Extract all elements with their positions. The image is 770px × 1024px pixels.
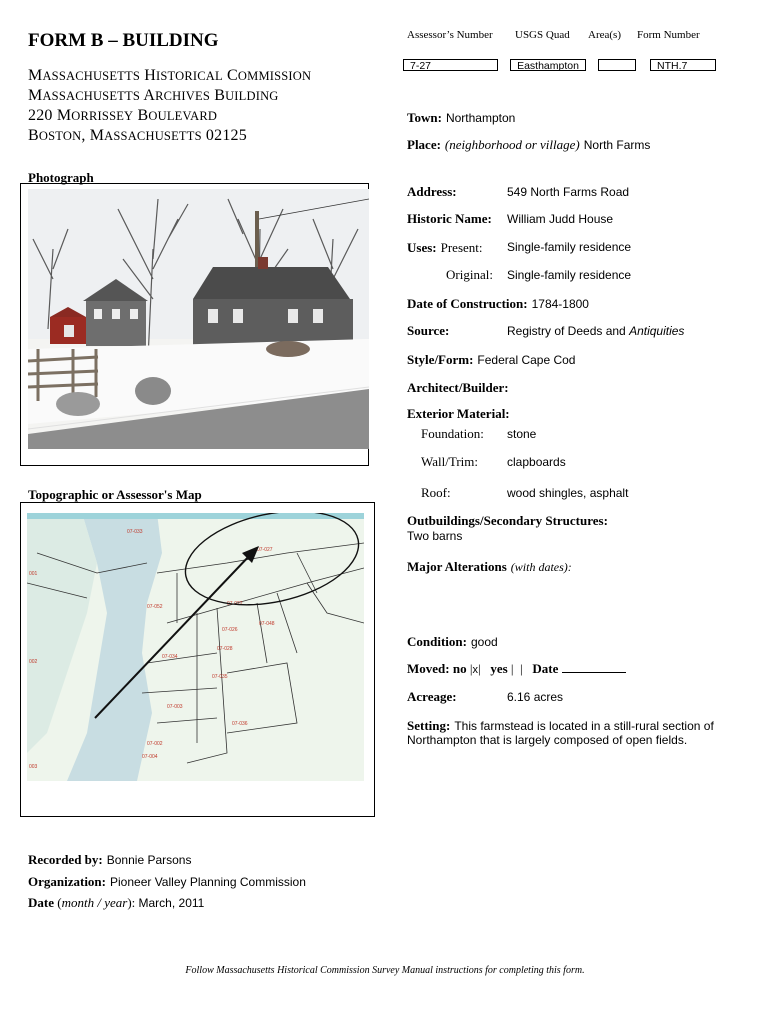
roof-label: Roof: (421, 485, 451, 500)
usgs-quad-label: USGS Quad (515, 29, 570, 41)
map-label-5: 07-026 (222, 627, 238, 633)
recorded-by-label: Recorded by: (28, 852, 103, 867)
usgs-quad-field[interactable]: Easthampton (510, 59, 586, 71)
map-label-13: 07-004 (142, 754, 158, 760)
form-title: FORM B – BUILDING (28, 30, 219, 51)
map-label-16: 003 (29, 764, 38, 770)
place-row (407, 136, 650, 154)
outbuildings-label: Outbuildings/Secondary Structures: (407, 513, 608, 528)
uses-row (407, 239, 483, 257)
map-label-14: 001 (29, 571, 38, 577)
form-number-field[interactable]: NTH.7 (650, 59, 716, 71)
date-of-construction-value[interactable]: 1784-1800 (531, 297, 589, 311)
original-label: Original: (446, 267, 493, 282)
wall-trim-label: Wall/Trim: (421, 454, 478, 469)
moved-yes-label: yes (490, 661, 508, 676)
town-label: Town: (407, 110, 442, 125)
map-label: Topographic or Assessor's Map (28, 487, 202, 502)
architect-label: Architect/Builder: (407, 380, 509, 395)
style-form-label: Style/Form: (407, 352, 474, 367)
condition-label: Condition: (407, 634, 467, 649)
wall-trim-value[interactable]: clapboards (507, 455, 566, 469)
date-of-construction-row (407, 295, 589, 313)
place-value[interactable]: North Farms (583, 138, 651, 152)
moved-date-field[interactable] (562, 661, 626, 673)
town-row (407, 109, 515, 127)
moved-yes-checkbox[interactable]: | | (510, 661, 523, 676)
date-qualifier: month / year (61, 895, 128, 910)
foundation-value[interactable]: stone (507, 427, 537, 441)
roof-value[interactable]: wood shingles, asphalt (507, 486, 629, 500)
date-value[interactable]: March, 2011 (138, 896, 205, 910)
map-label-2: 07-027 (257, 547, 273, 553)
recorded-by-row (28, 851, 191, 869)
setting-label: Setting: (407, 718, 451, 733)
historic-name-label: Historic Name: (407, 211, 492, 226)
historic-name-value[interactable]: William Judd House (507, 212, 614, 226)
map-label-11: 07-003 (167, 704, 183, 710)
map-label-12: 07-002 (147, 741, 163, 747)
address-line-3: 220 MORRISSEY BOULEVARD (28, 107, 218, 124)
map-label-4: 07-022 (227, 601, 243, 607)
map-label-8: 07-035 (212, 674, 228, 680)
moved-no-label: no (452, 661, 467, 676)
condition-value[interactable]: good (470, 635, 498, 649)
address-line-2: MASSACHUSETTS ARCHIVES BUILDING (28, 87, 279, 104)
photograph-label: Photograph (28, 170, 94, 185)
moved-date-label: Date (532, 661, 559, 676)
condition-row (407, 633, 498, 651)
moved-no-checkbox[interactable]: |x| (469, 661, 481, 676)
address-line-1: MASSACHUSETTS HISTORICAL COMMISSION (28, 67, 312, 84)
footer-instructions: Follow Massachusetts Historical Commission Survey Manual instructions for completing this form. (185, 965, 585, 976)
source-label: Source: (407, 323, 450, 338)
map-label-7: 07-048 (259, 621, 275, 627)
style-form-row (407, 351, 575, 369)
map-label-1: 07-033 (127, 529, 143, 535)
areas-label: Area(s) (588, 29, 621, 41)
style-form-value[interactable]: Federal Cape Cod (477, 353, 576, 367)
organization-label: Organization: (28, 874, 106, 889)
date-row: Date (month / year): March, 2011 (28, 895, 205, 910)
exterior-material-label: Exterior Material: (407, 406, 510, 421)
place-qualifier: (neighborhood or village) (444, 137, 580, 152)
uses-label: Uses: (407, 240, 437, 255)
foundation-label: Foundation: (421, 426, 484, 441)
address-label: Address: (407, 184, 457, 199)
outbuildings-value[interactable]: Two barns (407, 529, 463, 543)
date-of-construction-label: Date of Construction: (407, 296, 528, 311)
source-value[interactable]: Registry of Deeds and Antiquities (507, 324, 685, 338)
date-label: Date (28, 895, 54, 910)
acreage-label: Acreage: (407, 689, 457, 704)
major-alterations-label: Major Alterations (407, 559, 507, 574)
present-label: Present: (440, 240, 483, 255)
architect-row (407, 379, 509, 397)
place-label: Place: (407, 137, 441, 152)
acreage-value[interactable]: 6.16 acres (507, 690, 564, 704)
moved-row (407, 661, 626, 677)
map-frame (20, 502, 375, 817)
map-label-15: 002 (29, 659, 38, 665)
commission-address (28, 66, 311, 146)
major-alterations-qualifier: (with dates): (510, 560, 572, 574)
setting-line-1[interactable]: This farmstead is located in a still-rural section of (454, 719, 714, 733)
map-label-6: 07-028 (217, 646, 233, 652)
organization-row (28, 873, 306, 891)
areas-field[interactable] (598, 59, 636, 71)
town-value[interactable]: Northampton (445, 111, 516, 125)
photograph-frame (20, 183, 369, 466)
assessor-number-field[interactable]: 7-27 (403, 59, 498, 71)
recorded-by-value[interactable]: Bonnie Parsons (106, 853, 192, 867)
address-value[interactable]: 549 North Farms Road (507, 185, 630, 199)
major-alterations-row (407, 558, 572, 576)
map-label-3: 07-052 (147, 604, 163, 610)
organization-value[interactable]: Pioneer Valley Planning Commission (110, 875, 306, 889)
present-use-value[interactable]: Single-family residence (507, 240, 632, 254)
moved-label: Moved: (407, 661, 450, 676)
assessor-map (27, 513, 364, 781)
form-number-label: Form Number (637, 29, 700, 41)
house-photograph (28, 189, 369, 449)
setting-line-2[interactable]: Northampton that is largely composed of open fields. (407, 733, 688, 747)
address-line-4: BOSTON, MASSACHUSETTS 02125 (28, 127, 247, 144)
map-label-10: 07-036 (232, 721, 248, 727)
assessor-number-label: Assessor’s Number (407, 29, 493, 41)
original-use-value[interactable]: Single-family residence (507, 268, 632, 282)
map-label-9: 07-034 (162, 654, 178, 660)
